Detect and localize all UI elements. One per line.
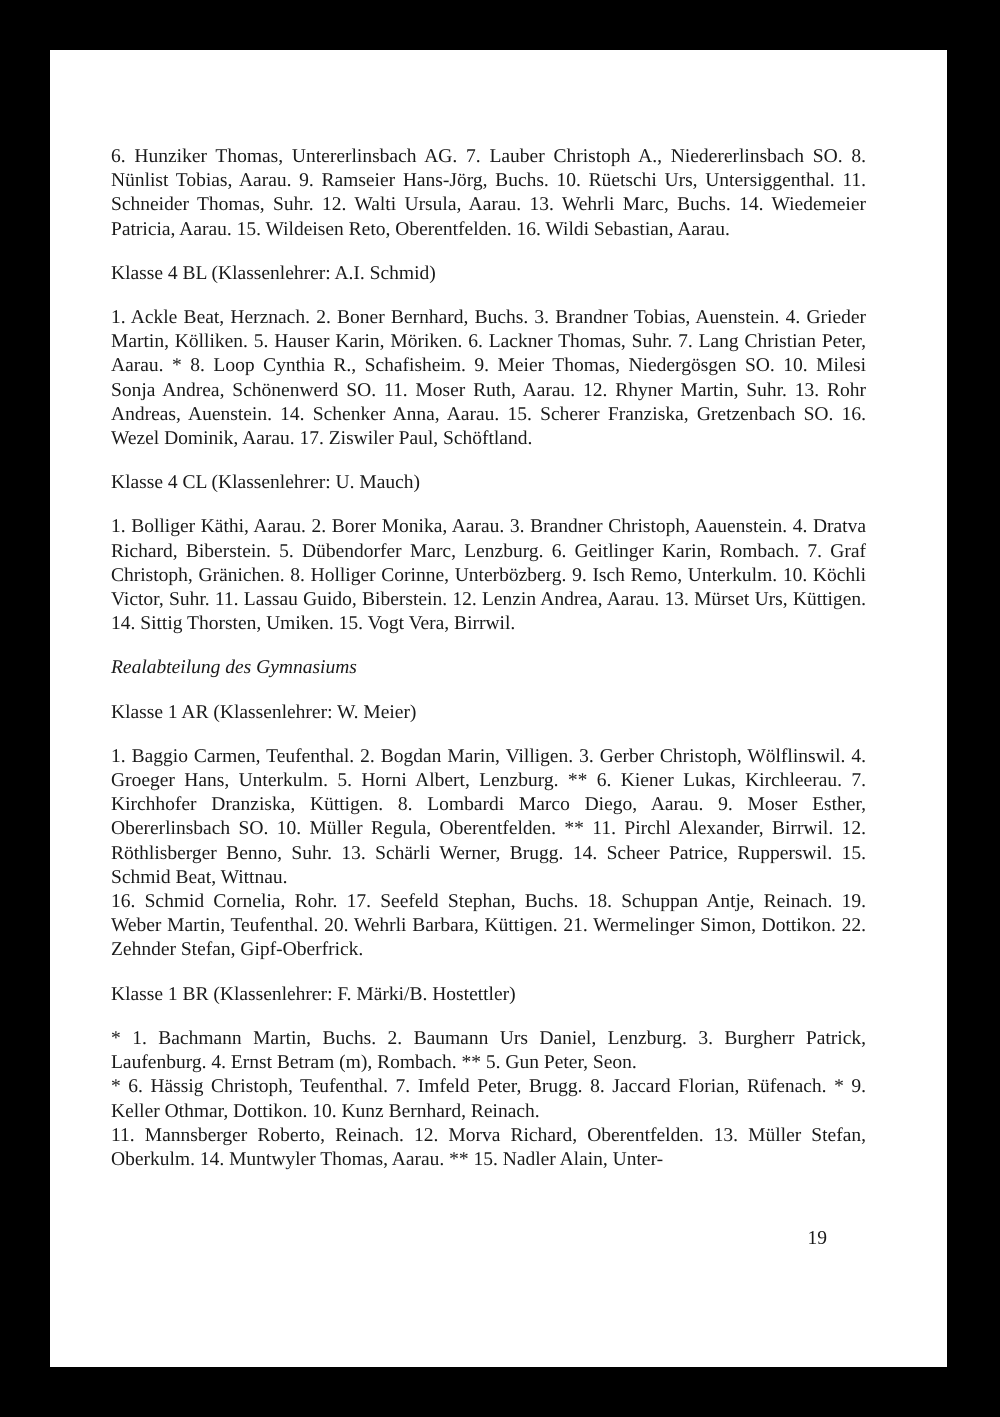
intro-paragraph: 6. Hunziker Thomas, Untererlinsbach AG. 7. Lauber Christoph A., Niedererlinsbach SO. 8. Nünlist Tobias, Aarau. 9. Ramseier Hans-Jörg, Buchs. 10. Rüetschi Urs, Untersiggenthal. 11. Schneider Thomas, Suhr. 12. Walti Ursula, Aarau. 13. Wehrli Marc, Buchs. 14. Wiedemeier Patricia, Aarau. 15. Wildeisen Reto, Oberentfelden. 16. Wildi Sebastian, Aarau. [111, 146, 866, 240]
document-page [50, 50, 947, 1367]
class-list-1br: * 1. Bachmann Martin, Buchs. 2. Baumann Urs Daniel, Lenzburg. 3. Burgherr Patrick, Laufenburg. 4. Ernst Betram (m), Rombach. ** 5. Gun Peter, Seon. * 6. Hässig Christoph, Teufenthal. 7. Imfeld Peter, Brugg. 8. Jaccard Florian, Rüfenach. * 9. Keller Othmar, Dottikon. 10. Kunz Bernhard, Reinach. 11. Mannsberger Roberto, Reinach. 12. Morva Richard, Oberentfelden. 13. Müller Stefan, Oberkulm. 14. Muntwyler Thomas, Aarau. ** 15. Nadler Alain, Unter- [111, 1027, 866, 1170]
class-heading-1br: Klasse 1 BR (Klassenlehrer: F. Märki/B. Hostettler) [111, 983, 516, 1005]
class-list-4bl: 1. Ackle Beat, Herznach. 2. Boner Bernhard, Buchs. 3. Brandner Tobias, Auenstein. 4. Grieder Martin, Kölliken. 5. Hauser Karin, Möriken. 6. Lackner Thomas, Suhr. 7. Lang Christian Peter, Aarau. * 8. Loop Cynthia R., Schafisheim. 9. Meier Thomas, Niedergösgen SO. 10. Milesi Sonja Andrea, Schönenwerd SO. 11. Moser Ruth, Aarau. 12. Rhyner Martin, Suhr. 13. Rohr Andreas, Auenstein. 14. Schenker Anna, Aarau. 15. Scherer Franziska, Gretzenbach SO. 16. Wezel Dominik, Aarau. 17. Ziswiler Paul, Schöftland. [111, 307, 866, 450]
page-number: 19 [807, 1228, 827, 1249]
page-content [111, 145, 866, 1192]
section-title-realabteilung: Realabteilung des Gymnasiums [111, 657, 357, 679]
class-list-4cl: 1. Bolliger Käthi, Aarau. 2. Borer Monika, Aarau. 3. Brandner Christoph, Aauenstein. 4. Dratva Richard, Biberstein. 5. Dübendorfer Marc, Lenzburg. 6. Geitlinger Karin, Rombach. 7. Graf Christoph, Gränichen. 8. Holliger Corinne, Unterbözberg. 9. Isch Remo, Unterkulm. 10. Köchli Victor, Suhr. 11. Lassau Guido, Biberstein. 12. Lenzin Andrea, Aarau. 13. Mürset Urs, Küttigen. 14. Sittig Thorsten, Umiken. 15. Vogt Vera, Birrwil. [111, 516, 866, 635]
class-heading-4cl: Klasse 4 CL (Klassenlehrer: U. Mauch) [111, 472, 421, 494]
class-list-1ar: 1. Baggio Carmen, Teufenthal. 2. Bogdan Marin, Villigen. 3. Gerber Christoph, Wölflinswil. 4. Groeger Hans, Unterkulm. 5. Horni Albert, Lenzburg. ** 6. Kiener Lukas, Kirchleerau. 7. Kirchhofer Dranziska, Küttigen. 8. Lombardi Marco Diego, Aarau. 9. Moser Esther, Obererlinsbach SO. 10. Müller Regula, Oberentfelden. ** 11. Pirchl Alexander, Birrwil. 12. Röthlisberger Benno, Suhr. 13. Schärli Werner, Brugg. 14. Scheer Patrice, Rupperswil. 15. Schmid Beat, Wittnau. 16. Schmid Cornelia, Rohr. 17. Seefeld Stephan, Buchs. 18. Schuppan Antje, Reinach. 19. Weber Martin, Teufenthal. 20. Wehrli Barbara, Küttigen. 21. Wermelinger Simon, Dottikon. 22. Zehnder Stefan, Gipf-Oberfrick. [111, 745, 866, 961]
class-heading-1ar: Klasse 1 AR (Klassenlehrer: W. Meier) [111, 701, 417, 723]
class-heading-4bl: Klasse 4 BL (Klassenlehrer: A.I. Schmid) [111, 262, 436, 284]
